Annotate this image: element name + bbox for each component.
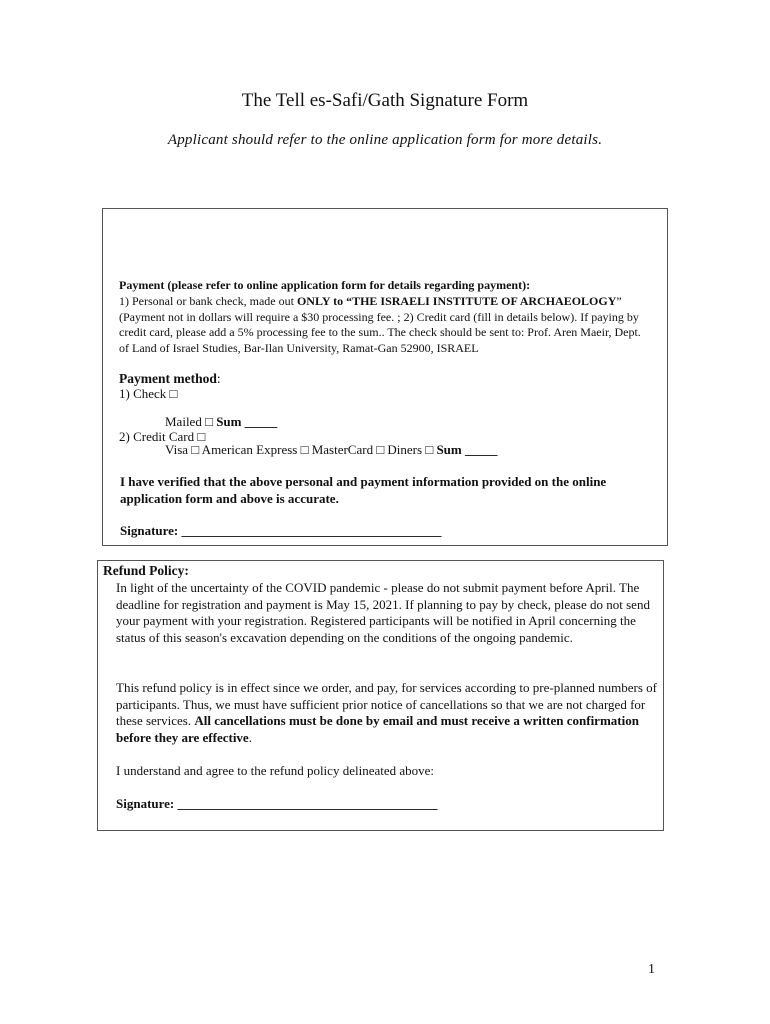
mailed-option[interactable]: [165, 414, 277, 430]
payment-payee: THE ISRAELI INSTITUTE OF ARCHAEOLOGY: [352, 294, 617, 308]
mailed-sum-field[interactable]: Sum _____: [216, 414, 278, 429]
card-sum-field[interactable]: Sum _____: [436, 442, 498, 457]
credit-card-option[interactable]: 2) Credit Card □: [119, 429, 206, 444]
verification-statement: I have verified that the above personal and payment information provided on the online application form and above is accurate.: [120, 474, 607, 506]
refund-paragraph-2-end: .: [248, 729, 252, 745]
refund-paragraph-1: In light of the uncertainty of the COVID pandemic - please do not submit payment before April. The deadline for registration and payment is May 15, 2021. If planning to pay by check, please do not send your payment with your registration. Registered participants will be notified in April concerning the status of this season's excavation depending on the conditions of the ongoing pandemic.: [116, 580, 650, 645]
payment-method-label: [119, 371, 221, 387]
payment-signature-field[interactable]: Signature: ________________________________________: [120, 523, 442, 538]
page-number: 1: [648, 962, 655, 977]
refund-agreement-statement: I understand and agree to the refund policy delineated above:: [116, 763, 435, 778]
card-type-options[interactable]: [165, 442, 497, 458]
refund-signature-field[interactable]: Signature: ________________________________________: [116, 796, 438, 811]
payment-method-colon: :: [216, 371, 221, 386]
payment-heading: Payment (please refer to online application form for details regarding payment):: [119, 278, 531, 292]
payment-instructions-part-1: 1) Personal or bank check, made out: [119, 294, 297, 308]
check-option[interactable]: 1) Check □: [119, 386, 178, 401]
refund-policy-heading: Refund Policy:: [103, 563, 189, 578]
refund-paragraph-2-text: This refund policy is in effect since we order, and pay, for services according to pre-planned numbers of participants. Thus, we must have sufficient prior notice of cancellations so that we are not charged for these services.: [116, 680, 657, 728]
payment-method-text: Payment method: [119, 371, 217, 386]
form-title: The Tell es-Safi/Gath Signature Form: [241, 90, 529, 111]
refund-cancellation-rule: All cancellations must be done by email and must receive a written confirmation before they are effective: [116, 713, 639, 745]
payment-instructions: [119, 294, 651, 356]
payment-instructions-part-2: ” (Payment not in dollars will require a $30 processing fee. ; 2) Credit card (fill in details below). If paying by credit card, please add a 5% processing fee to the sum.. The check should be sent to: Prof. Aren Maeir, Dept. of Land of Israel Studies, Bar-Ilan University, Ramat-Gan 52900, ISRAEL: [119, 294, 641, 355]
payment-only-to: ONLY to “: [296, 294, 353, 308]
form-subtitle: Applicant should refer to the online application form for more details.: [167, 132, 603, 148]
mailed-checkbox-label: Mailed □: [165, 414, 217, 429]
card-type-checkboxes[interactable]: Visa □ American Express □ MasterCard □ Diners □: [165, 442, 437, 457]
refund-paragraph-2: [116, 680, 664, 746]
